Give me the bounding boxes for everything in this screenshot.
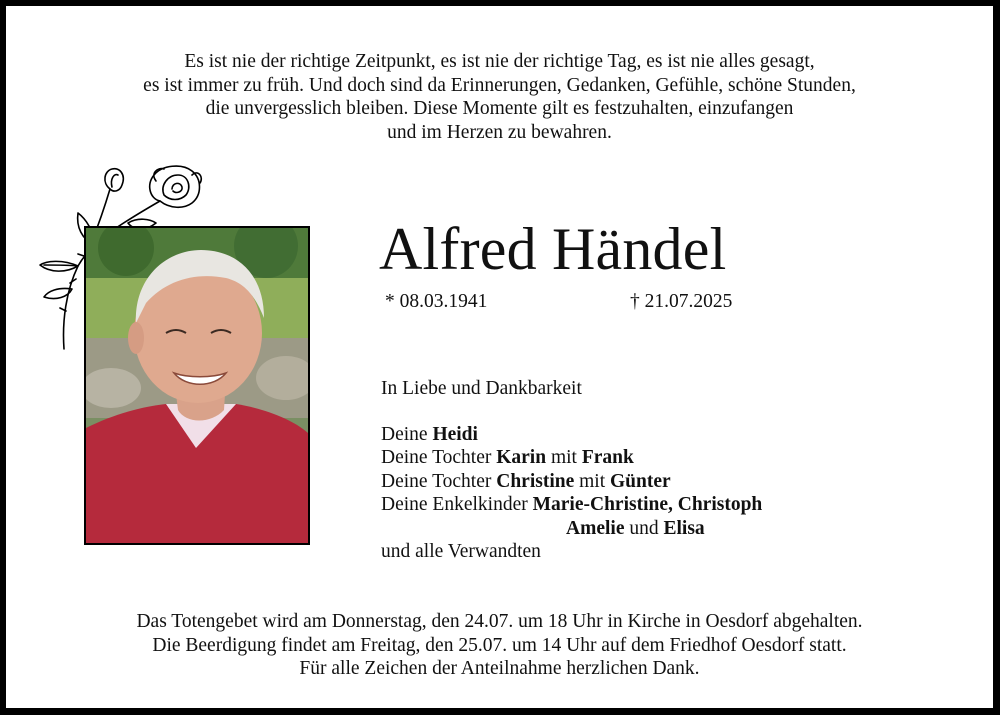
footer-line: Das Totengebet wird am Donnerstag, den 24.07. um 18 Uhr in Kirche in Oesdorf abgehalten. [136, 611, 863, 632]
obituary-notice [5, 5, 994, 709]
mourners-list [381, 377, 762, 564]
poem-line: die unvergesslich bleiben. Diese Momente gilt es festzuhalten, einzufangen [205, 98, 794, 119]
service-info [6, 610, 993, 681]
portrait-image [86, 228, 308, 543]
memorial-poem [6, 50, 993, 144]
mourner-line: Deine Tochter Karin mit Frank [381, 447, 634, 468]
death-date: † 21.07.2025 [630, 291, 733, 312]
mourners-intro: In Liebe und Dankbarkeit [381, 378, 582, 399]
footer-line: Für alle Zeichen der Anteilnahme herzlichen Dank. [299, 658, 700, 679]
mourner-line: Deine Heidi [381, 423, 478, 445]
poem-line: es ist immer zu früh. Und doch sind da Erinnerungen, Gedanken, Gefühle, schöne Stunden, [143, 74, 856, 96]
mourners-closing: und alle Verwandten [381, 541, 541, 562]
footer-line: Die Beerdigung findet am Freitag, den 25.07. um 14 Uhr auf dem Friedhof Oesdorf statt. [152, 634, 847, 656]
poem-line: und im Herzen zu bewahren. [387, 121, 612, 143]
portrait-photo [84, 226, 310, 545]
deceased-name: Alfred Händel [379, 216, 727, 282]
birth-date: * 08.03.1941 [385, 291, 488, 312]
poem-line: Es ist nie der richtige Zeitpunkt, es ist nie der richtige Tag, es ist nie alles gesagt, [184, 51, 815, 72]
mourner-line: Deine Enkelkinder Marie-Christine, Christoph [381, 494, 763, 515]
mourner-line: Amelie und Elisa [566, 517, 705, 539]
mourner-line: Deine Tochter Christine mit Günter [381, 470, 671, 492]
